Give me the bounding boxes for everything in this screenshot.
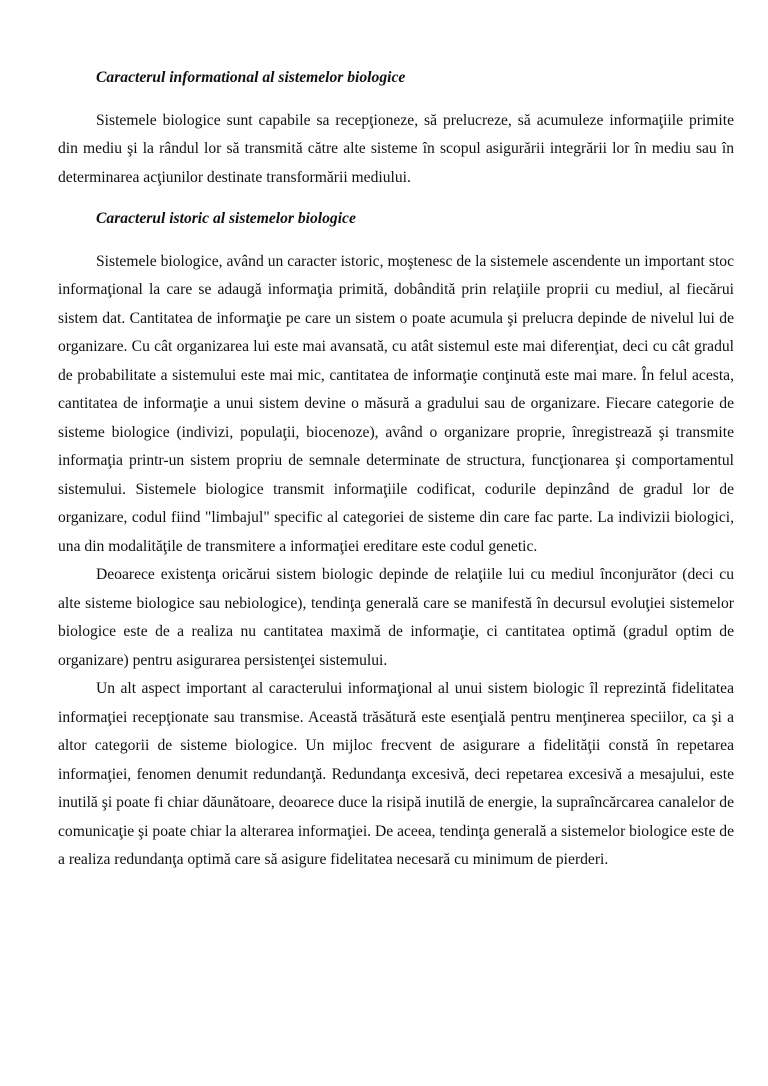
document-body (58, 64, 734, 875)
paragraph-istoric-1: Sistemele biologice, având un caracter istoric, moştenesc de la sistemele ascendente un important stoc informaţional la care se adaugă informaţia primită, dobândită prin relaţiile proprii cu mediul, al fiecărui sistem dat. Cantitatea de informaţie pe care un sistem o poate acumula şi prelucra depinde de nivelul lui de organizare. Cu cât organizarea lui este mai avansată, cu atât sistemul este mai diferenţiat, deci cu cât gradul de probabilitate a sistemului este mai mic, cantitatea de informaţie conţinută este mai mare. În felul acesta, cantitatea de informaţie a unui sistem devine o măsură a gradului sau de organizare. Fiecare categorie de sisteme biologice (indivizi, populaţii, biocenoze), având o organizare proprie, înregistrează şi transmite informaţia printr-un sistem propriu de semnale determinate de structura, funcţionarea şi comportamentul sistemului. Sistemele biologice transmit informaţiile codificat, codurile depinzând de gradul lor de organizare, codul fiind "limbajul" specific al categoriei de sisteme din care fac parte. La indivizii biologici, una din modalităţile de transmitere a informaţiei ereditare este codul genetic. (58, 252, 734, 555)
section-heading-informational: Caracterul informational al sistemelor biologice (96, 69, 406, 86)
paragraph-istoric-3: Un alt aspect important al caracterului informaţional al unui sistem biologic îl reprezintă fidelitatea informaţiei recepţionate sau transmise. Această trăsătură este esenţială pentru menţinerea speciilor, ca şi a altor categorii de sisteme biologice. Un mijloc frecvent de asigurare a fidelităţii constă în repetarea informaţiei, fenomen denumit redundanţă. Redundanţa excesivă, deci repetarea excesivă a mesajului, este inutilă şi poate fi chiar dăunătoare, deoarece duce la risipă inutilă de energie, la supraîncărcarea canalelor de comunicaţie şi poate chiar la alterarea informaţiei. De aceea, tendinţa generală a sistemelor biologice este de a realiza redundanţa optimă care să asigure fidelitatea necesară cu minimum de pierderi. (58, 680, 734, 868)
paragraph-informational-1: Sistemele biologice sunt capabile sa recepţioneze, să prelucreze, să acumuleze informaţiile primite din mediu şi la rândul lor să transmită către alte sisteme în scopul asigurării integrării lor în mediu sau în determinarea acţiunilor destinate transformării mediului. (58, 111, 734, 186)
section-heading-istoric: Caracterul istoric al sistemelor biologice (96, 210, 356, 227)
paragraph-istoric-2: Deoarece existenţa oricărui sistem biologic depinde de relaţiile lui cu mediul înconjurător (deci cu alte sisteme biologice sau nebiologice), tendinţa generală care se manifestă în decursul evoluţiei sistemelor biologice este de a realiza nu cantitatea maximă de informaţie, ci cantitatea optimă (gradul optim de organizare) pentru asigurarea persistenţei sistemului. (58, 566, 734, 669)
